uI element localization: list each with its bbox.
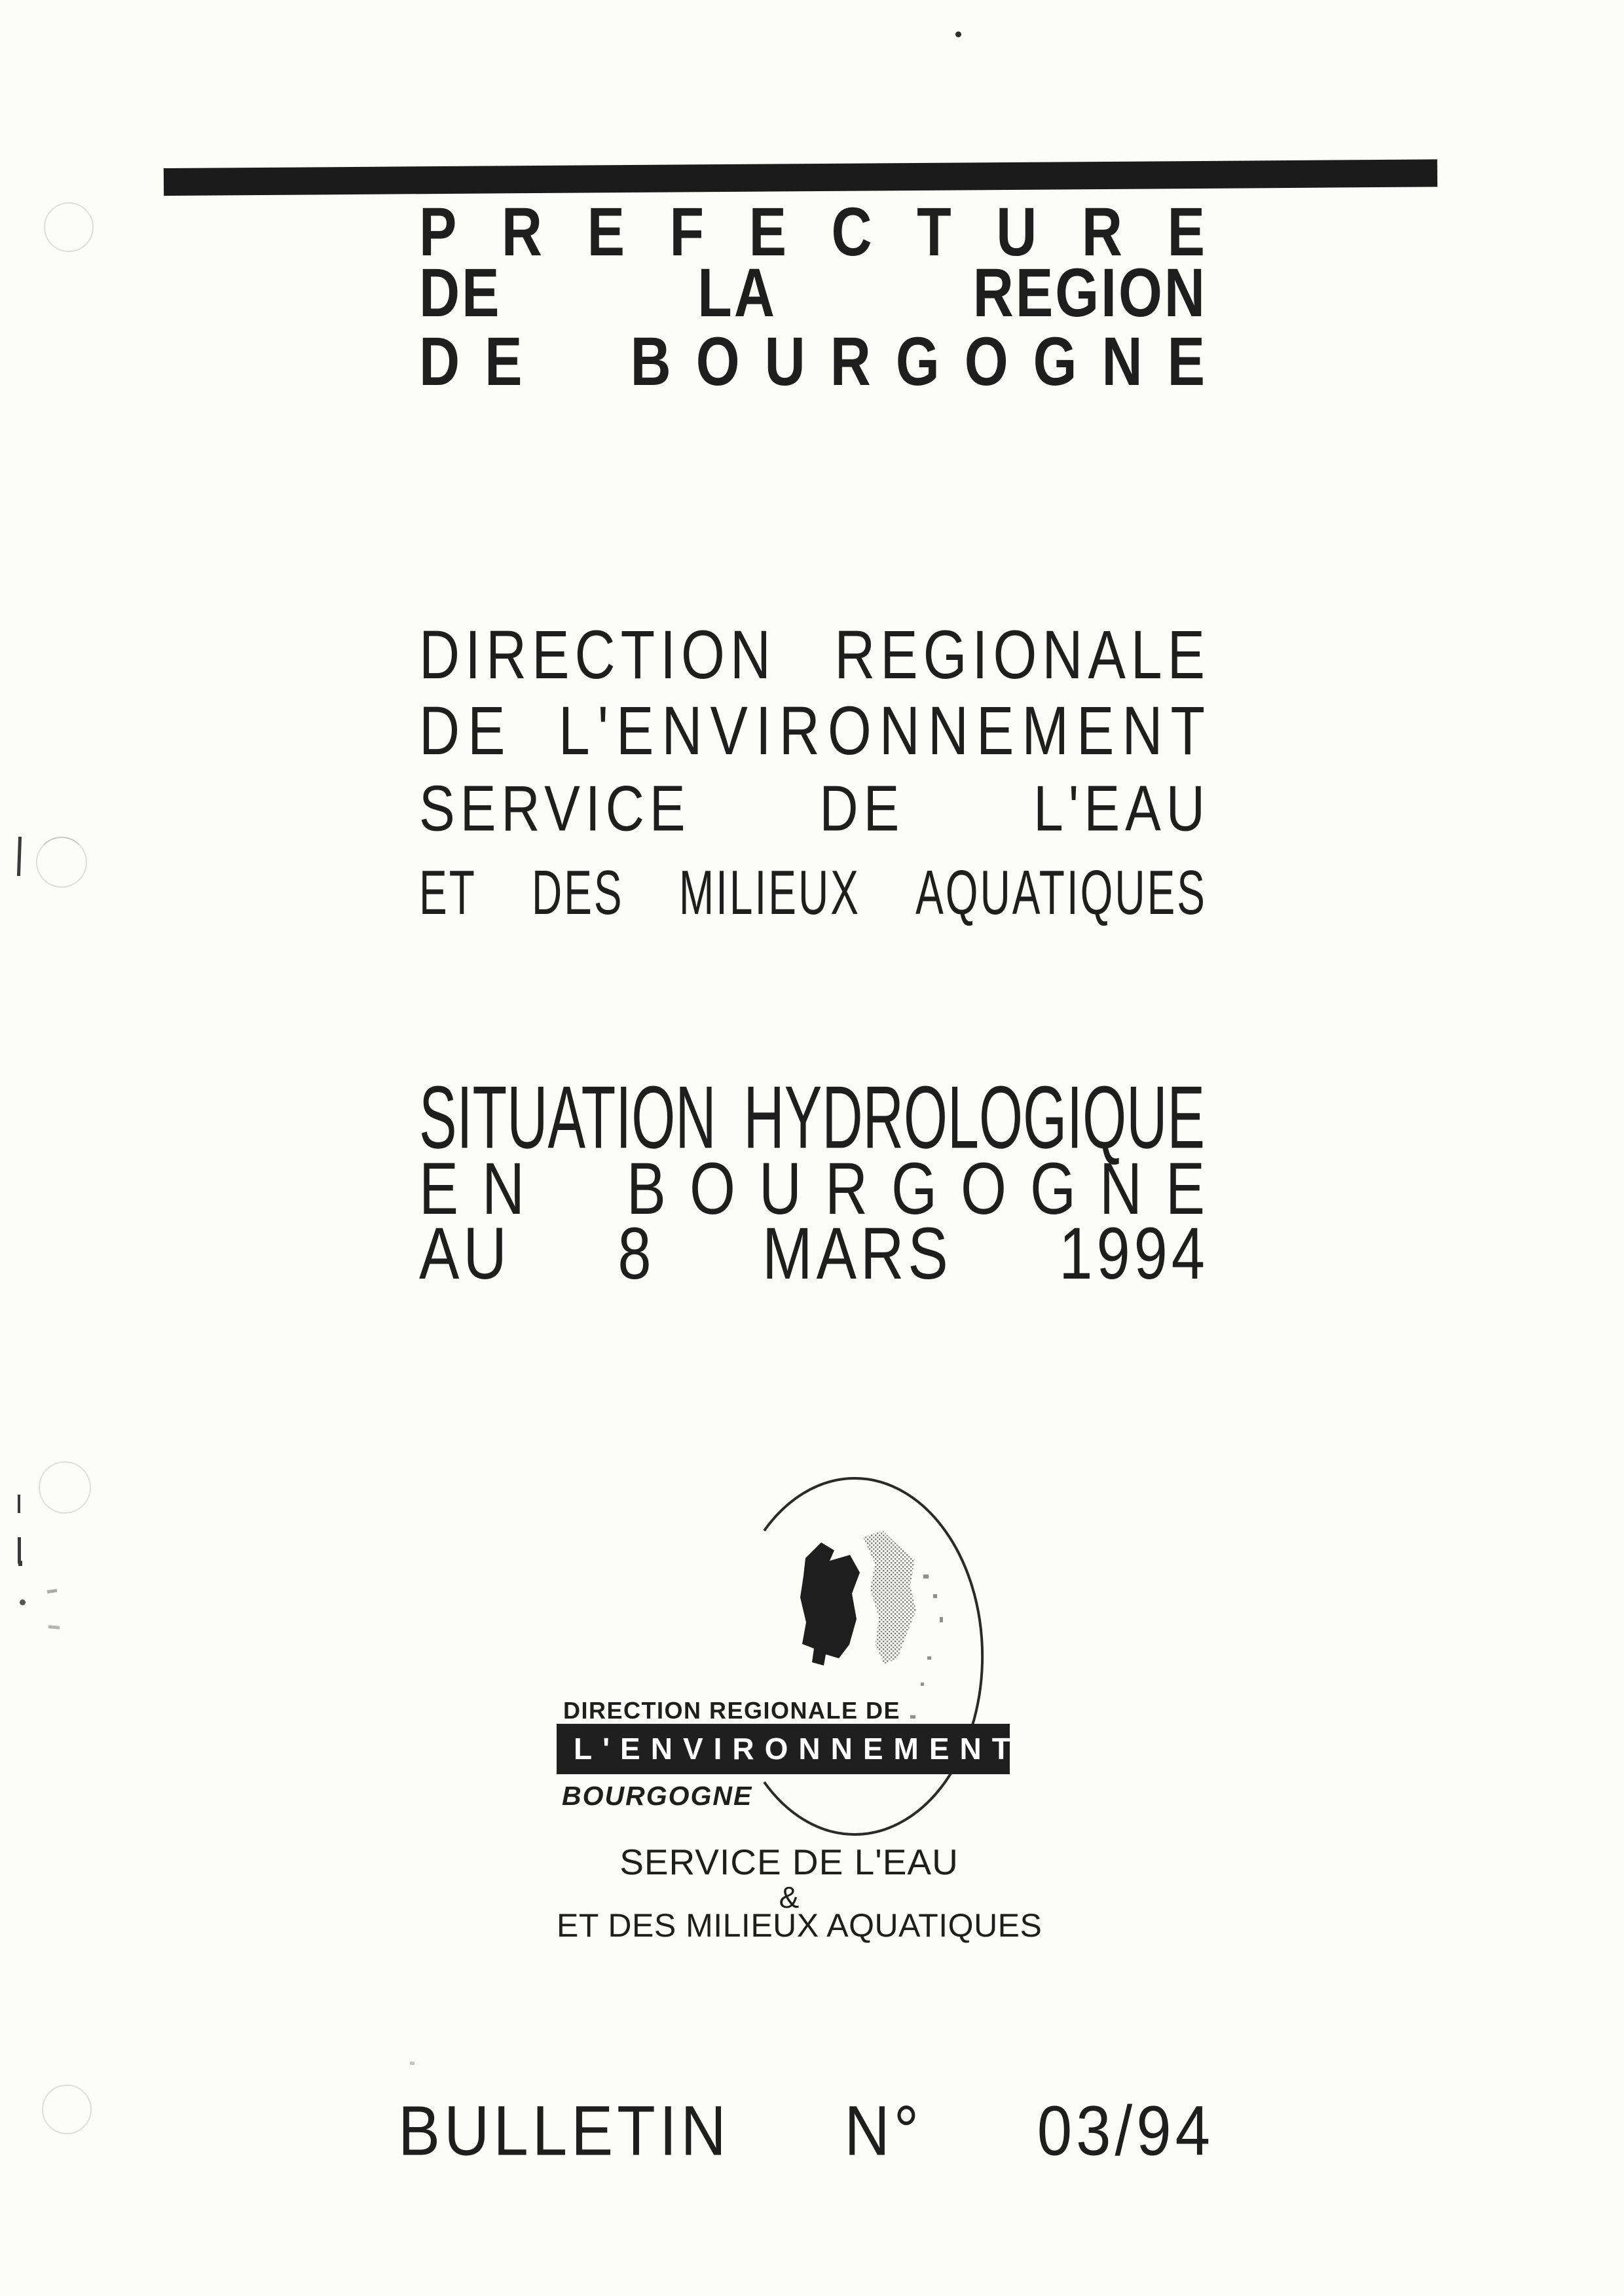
- scan-speck: [48, 1625, 60, 1629]
- logo-region-label: BOURGOGNE: [562, 1781, 753, 1811]
- scan-speck: [18, 1537, 21, 1563]
- scan-speck: [18, 1495, 20, 1513]
- scan-speck: [20, 1599, 26, 1605]
- title-line-en-bourgogne: EN BOURGOGNE: [419, 1148, 1228, 1230]
- hole-punch-mark: [36, 837, 87, 888]
- hole-punch-mark: [42, 2085, 92, 2134]
- top-rule-bar: [164, 159, 1437, 196]
- logo-banner: [557, 1724, 1021, 1774]
- hole-punch-mark: [39, 1461, 91, 1514]
- hole-punch-mark: [44, 202, 94, 252]
- title-line-situation-hydrologique: SITUATION HYDROLOGIQUE: [419, 1068, 1205, 1167]
- masthead-line-de-bourgogne: DE BOURGOGNE: [419, 323, 1230, 401]
- scan-speck: [410, 2062, 415, 2065]
- logo-region-silhouette: [800, 1542, 860, 1666]
- agency-line-direction-regionale: DIRECTION REGIONALE: [419, 616, 1210, 694]
- agency-line-environnement: DE L'ENVIRONNEMENT: [419, 692, 1213, 770]
- agency-line-service-eau: SERVICE DE L'EAU: [419, 773, 1210, 845]
- logo-shadow-silhouette: [863, 1531, 916, 1664]
- logo-service-line-2: ET DES MILIEUX AQUATIQUES: [557, 1907, 1043, 1944]
- logo-dither-specks: [910, 1575, 943, 1737]
- masthead-line-de-la-region: DE LA REGION: [419, 254, 1207, 332]
- scan-speck: [17, 837, 22, 876]
- scan-speck: [47, 1589, 58, 1594]
- logo-banner-text: L'ENVIRONNEMENT: [574, 1732, 1021, 1766]
- agency-line-milieux-aquatiques: ET DES MILIEUX AQUATIQUES: [419, 857, 1207, 928]
- bulletin-number-line: BULLETIN N° 03/94: [398, 2092, 1214, 2171]
- logo-circle: [764, 1478, 982, 1834]
- diren-logo: [557, 1460, 1043, 1958]
- scan-speck: [18, 1561, 22, 1566]
- logo-org-line: DIRECTION REGIONALE DE: [563, 1697, 901, 1724]
- logo-service-line-1: SERVICE DE L'EAU: [619, 1842, 959, 1882]
- scan-speck: [955, 31, 961, 37]
- masthead-line-prefecture: P R E F E C T U R E: [419, 193, 1205, 271]
- logo-ampersand: &: [779, 1880, 800, 1914]
- title-line-date: AU 8 MARS 1994: [419, 1212, 1209, 1295]
